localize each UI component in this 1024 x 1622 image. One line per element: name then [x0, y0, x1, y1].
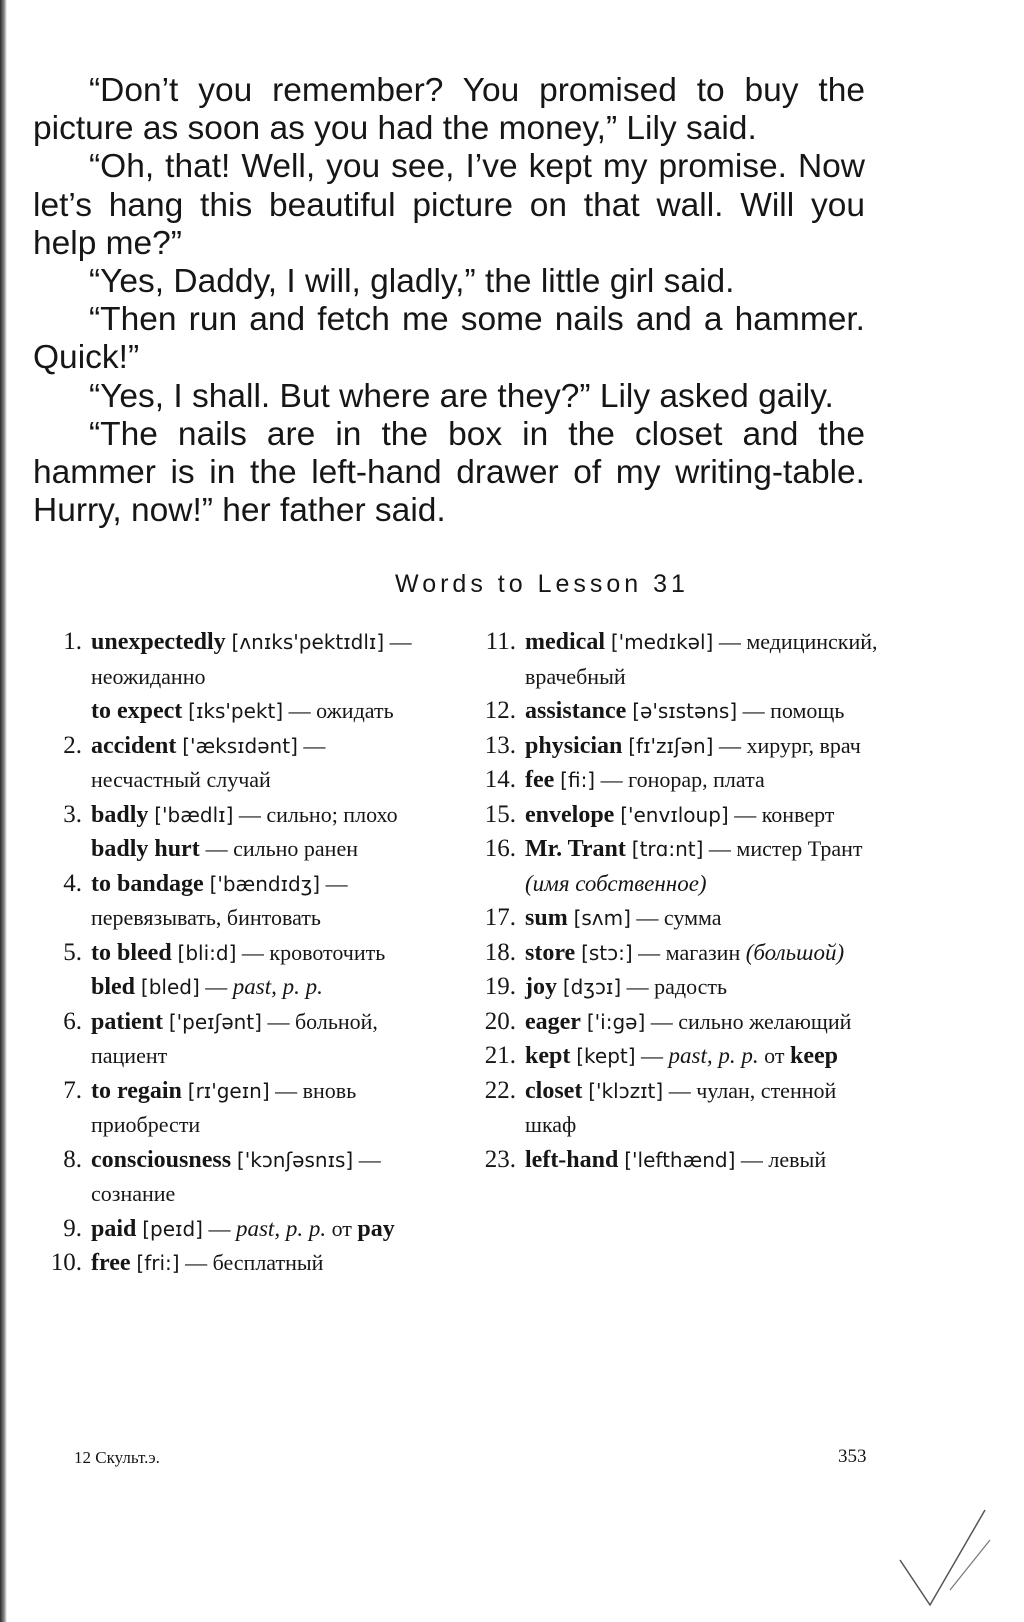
- headword: to bandage: [91, 870, 204, 897]
- dash: —: [713, 732, 747, 758]
- story-paragraph: “Don’t you remember? You promised to buy the picture as soon as you had the money,” Lily said.: [33, 72, 865, 148]
- translation: магазин: [665, 939, 746, 965]
- dash: —: [713, 629, 747, 654]
- entry-number: 17.: [484, 904, 516, 931]
- entry-number: 14.: [484, 766, 516, 793]
- vocabulary-entry: [36, 1005, 431, 1074]
- entry-body: [91, 1005, 431, 1074]
- vocabulary-entry: [470, 729, 878, 764]
- base-form: pay: [357, 1215, 395, 1242]
- entry-body: [525, 1039, 878, 1074]
- translation: сильно ранен: [233, 836, 358, 861]
- grammar-note: past, p. p.: [235, 1215, 327, 1241]
- entry-number: 5.: [63, 938, 82, 966]
- dash: —: [737, 698, 771, 723]
- entry-body: [91, 1212, 431, 1247]
- story-paragraph: “The nails are in the box in the closet and the hammer is in the left-hand drawer of my writing-table. Hurry, now!” her father said.: [33, 415, 865, 530]
- entry-number: 22.: [484, 1076, 516, 1104]
- transcription: [sʌm]: [573, 906, 631, 930]
- dash: —: [261, 1008, 295, 1034]
- entry-body: [91, 970, 431, 1005]
- entry-body: [525, 625, 878, 694]
- story-text: [33, 72, 865, 530]
- headword: medical: [525, 629, 605, 655]
- entry-number: 23.: [484, 1145, 516, 1173]
- translation: сознание: [91, 1181, 176, 1206]
- entry-number: 1.: [63, 628, 82, 655]
- entry-number: 10.: [50, 1249, 82, 1276]
- translation: гонорар, плата: [628, 767, 765, 792]
- translation: неожиданно: [91, 663, 206, 689]
- vocabulary-entry: [36, 970, 431, 1005]
- vocabulary-heading: Words to Lesson 31: [395, 570, 689, 598]
- vocabulary-entry: [36, 694, 431, 729]
- entry-number: 18.: [484, 938, 516, 966]
- grammar-note: (имя собственное): [525, 870, 707, 896]
- entry-number: 16.: [484, 835, 516, 862]
- transcription: [fɪ'zɪʃən]: [628, 733, 714, 758]
- transcription: ['i:gə]: [586, 1009, 646, 1034]
- entry-body: [91, 1246, 431, 1281]
- entry-number: 21.: [484, 1042, 516, 1069]
- translation: помощь: [770, 698, 845, 723]
- entry-body: [91, 832, 431, 867]
- entry-number: [36, 694, 91, 729]
- dash: —: [735, 1146, 769, 1172]
- translation: кровоточить: [269, 939, 386, 965]
- pen-mark: [890, 1500, 1000, 1610]
- headword: badly: [91, 801, 149, 828]
- translation: больной, пациент: [91, 1008, 378, 1068]
- transcription: ['kɔnʃəsnɪs]: [236, 1147, 354, 1172]
- headword: to bleed: [91, 939, 172, 966]
- vocabulary-entry: [470, 1039, 878, 1074]
- entry-body: [525, 970, 878, 1005]
- translation: сильно; плохо: [266, 801, 398, 827]
- transcription: [bled]: [140, 975, 200, 999]
- grammar-note: past, p. p.: [668, 1043, 759, 1068]
- headword: closet: [525, 1077, 583, 1104]
- headword: eager: [525, 1008, 581, 1035]
- vocabulary-entry: [36, 1246, 431, 1281]
- entry-body: [91, 729, 431, 798]
- transcription: ['envɪloup]: [620, 802, 729, 827]
- entry-body: [525, 694, 878, 729]
- dash: —: [635, 1043, 669, 1068]
- headword: unexpectedly: [91, 629, 226, 655]
- dash: —: [595, 767, 629, 792]
- translation: ожидать: [316, 698, 394, 723]
- vocabulary-entry: [36, 832, 431, 867]
- transcription: [fri:]: [136, 1251, 180, 1275]
- transcription: ['lefthænd]: [624, 1147, 736, 1172]
- grammar-note: past, p. p.: [232, 974, 323, 999]
- entry-body: [91, 694, 431, 729]
- translation: несчастный случай: [91, 767, 271, 792]
- dash: —: [283, 698, 317, 723]
- translation: от: [326, 1215, 358, 1241]
- entry-body: [91, 1074, 431, 1143]
- translation: сильно желающий: [678, 1008, 852, 1034]
- story-paragraph: “Then run and fetch me some nails and a hammer. Quick!”: [33, 301, 865, 377]
- entry-body: [525, 1005, 878, 1040]
- vocabulary-entry: [470, 936, 878, 971]
- transcription: ['medɪkəl]: [610, 630, 714, 654]
- entry-number: 12.: [484, 697, 516, 724]
- transcription: [ʌnɪks'pektɪdlɪ]: [231, 630, 385, 654]
- dash: —: [728, 801, 762, 827]
- entry-body: [525, 832, 878, 901]
- transcription: ['bædlɪ]: [154, 802, 234, 827]
- entry-number: 4.: [63, 869, 82, 897]
- vocabulary-entry: [36, 729, 431, 798]
- entry-number: 7.: [63, 1076, 82, 1104]
- entry-body: [525, 936, 878, 971]
- transcription: [kept]: [576, 1044, 636, 1068]
- dash: —: [384, 629, 412, 654]
- dash: —: [703, 836, 737, 861]
- transcription: [trɑ:nt]: [631, 837, 704, 861]
- translation: мистер Трант: [736, 836, 863, 861]
- headword: accident: [91, 732, 177, 759]
- headword: joy: [525, 974, 557, 1000]
- entry-number: 9.: [63, 1214, 82, 1242]
- page-number: 353: [838, 1446, 867, 1467]
- headword: badly hurt: [91, 836, 200, 862]
- entry-body: [525, 729, 878, 764]
- dash: —: [205, 836, 234, 861]
- dash: —: [320, 870, 348, 896]
- transcription: [ɪks'pekt]: [188, 699, 284, 723]
- entry-number: [36, 970, 91, 1005]
- translation: сумма: [663, 905, 722, 930]
- entry-body: [525, 901, 878, 936]
- entry-number: 15.: [484, 800, 516, 828]
- vocabulary-entry: [470, 763, 878, 798]
- headword: bled: [91, 974, 136, 1000]
- headword: physician: [525, 732, 623, 759]
- entry-body: [91, 625, 431, 694]
- page-edge-shadow: [0, 0, 7, 1622]
- headword: fee: [525, 767, 555, 793]
- story-paragraph: “Yes, Daddy, I will, gladly,” the little girl said.: [89, 263, 735, 301]
- dash: —: [621, 974, 655, 999]
- dash: —: [663, 1077, 697, 1103]
- entry-number: [36, 832, 91, 867]
- vocabulary-entry: [36, 1212, 431, 1247]
- dash: —: [199, 974, 233, 999]
- vocabulary-entry: [470, 625, 878, 694]
- translation: вновь приобрести: [91, 1077, 357, 1137]
- printer-signature: 12 Скульт.э.: [74, 1448, 160, 1467]
- dash: —: [236, 939, 270, 965]
- vocabulary-entry: [36, 1074, 431, 1143]
- dash: —: [353, 1146, 381, 1172]
- vocabulary-entry: [36, 625, 431, 694]
- transcription: [ə'sɪstəns]: [632, 699, 738, 723]
- translation: бесплатный: [212, 1250, 324, 1275]
- headword: envelope: [525, 801, 615, 828]
- entry-body: [525, 763, 878, 798]
- vocabulary-entry: [470, 832, 878, 901]
- vocabulary-entry: [470, 798, 878, 833]
- translation: от: [758, 1043, 790, 1068]
- translation: конверт: [761, 801, 835, 827]
- vocabulary-entry: [470, 1005, 878, 1040]
- headword: store: [525, 939, 576, 966]
- entry-number: 13.: [484, 731, 516, 759]
- headword: sum: [525, 905, 568, 931]
- transcription: [dʒɔɪ]: [562, 975, 622, 999]
- entry-body: [91, 798, 431, 833]
- entry-number: 20.: [484, 1007, 516, 1035]
- dash: —: [233, 801, 267, 827]
- story-paragraph: “Oh, that! Well, you see, I’ve kept my promise. Now let’s hang this beautiful picture on that wall. Will you help me?”: [33, 148, 865, 262]
- entry-body: [91, 867, 431, 936]
- translation: чулан, стенной шкаф: [525, 1077, 837, 1137]
- dash: —: [632, 939, 666, 965]
- vocabulary-entry: [470, 1074, 878, 1143]
- entry-number: 6.: [63, 1007, 82, 1035]
- transcription: ['bændɪdʒ]: [209, 871, 321, 896]
- transcription: [stɔ:]: [581, 940, 633, 965]
- entry-number: 3.: [63, 800, 82, 828]
- vocabulary-entry: [36, 798, 431, 833]
- transcription: [bli:d]: [177, 940, 237, 965]
- translation: радость: [654, 974, 728, 999]
- translation: левый: [768, 1146, 827, 1172]
- entry-number: 11.: [485, 628, 516, 655]
- base-form: keep: [789, 1043, 838, 1069]
- dash: —: [269, 1077, 303, 1103]
- headword: kept: [525, 1043, 571, 1069]
- entry-body: [525, 1074, 878, 1143]
- vocabulary-entry: [36, 867, 431, 936]
- headword: left-hand: [525, 1146, 619, 1173]
- dash: —: [297, 732, 326, 758]
- transcription: ['æksɪdənt]: [182, 733, 298, 758]
- headword: assistance: [525, 698, 627, 724]
- dash: —: [202, 1215, 236, 1241]
- headword: patient: [91, 1008, 163, 1035]
- transcription: [rɪ'geɪn]: [187, 1078, 270, 1103]
- vocabulary-column-left: [36, 625, 431, 1281]
- translation: перевязывать, бинтовать: [91, 905, 321, 930]
- entry-body: [91, 936, 431, 971]
- headword: consciousness: [91, 1146, 232, 1173]
- vocabulary-column-right: [470, 625, 878, 1177]
- headword: paid: [91, 1215, 137, 1242]
- entry-number: 8.: [63, 1145, 82, 1173]
- transcription: ['klɔzɪt]: [588, 1078, 664, 1103]
- headword: to expect: [91, 698, 183, 724]
- headword: to regain: [91, 1077, 182, 1104]
- entry-body: [91, 1143, 431, 1212]
- translation: хирург, врач: [746, 732, 861, 758]
- vocabulary-entry: [470, 901, 878, 936]
- vocabulary-entry: [36, 936, 431, 971]
- headword: Mr. Trant: [525, 836, 626, 862]
- transcription: ['peɪʃənt]: [168, 1009, 262, 1034]
- entry-number: 19.: [484, 973, 516, 1000]
- vocabulary-entry: [470, 694, 878, 729]
- transcription: [fi:]: [560, 768, 596, 792]
- entry-body: [525, 1143, 878, 1178]
- dash: —: [179, 1250, 213, 1275]
- translation: медицинский, врачебный: [525, 629, 878, 689]
- transcription: [peɪd]: [142, 1216, 203, 1241]
- vocabulary-entry: [470, 970, 878, 1005]
- story-paragraph: “Yes, I shall. But where are they?” Lily asked gaily.: [89, 377, 834, 415]
- dash: —: [645, 1008, 679, 1034]
- entry-body: [525, 798, 878, 833]
- dash: —: [630, 905, 664, 930]
- vocabulary-entry: [470, 1143, 878, 1178]
- entry-number: 2.: [63, 731, 82, 759]
- vocabulary-entry: [36, 1143, 431, 1212]
- headword: free: [91, 1250, 131, 1276]
- grammar-note: (большой): [745, 939, 845, 965]
